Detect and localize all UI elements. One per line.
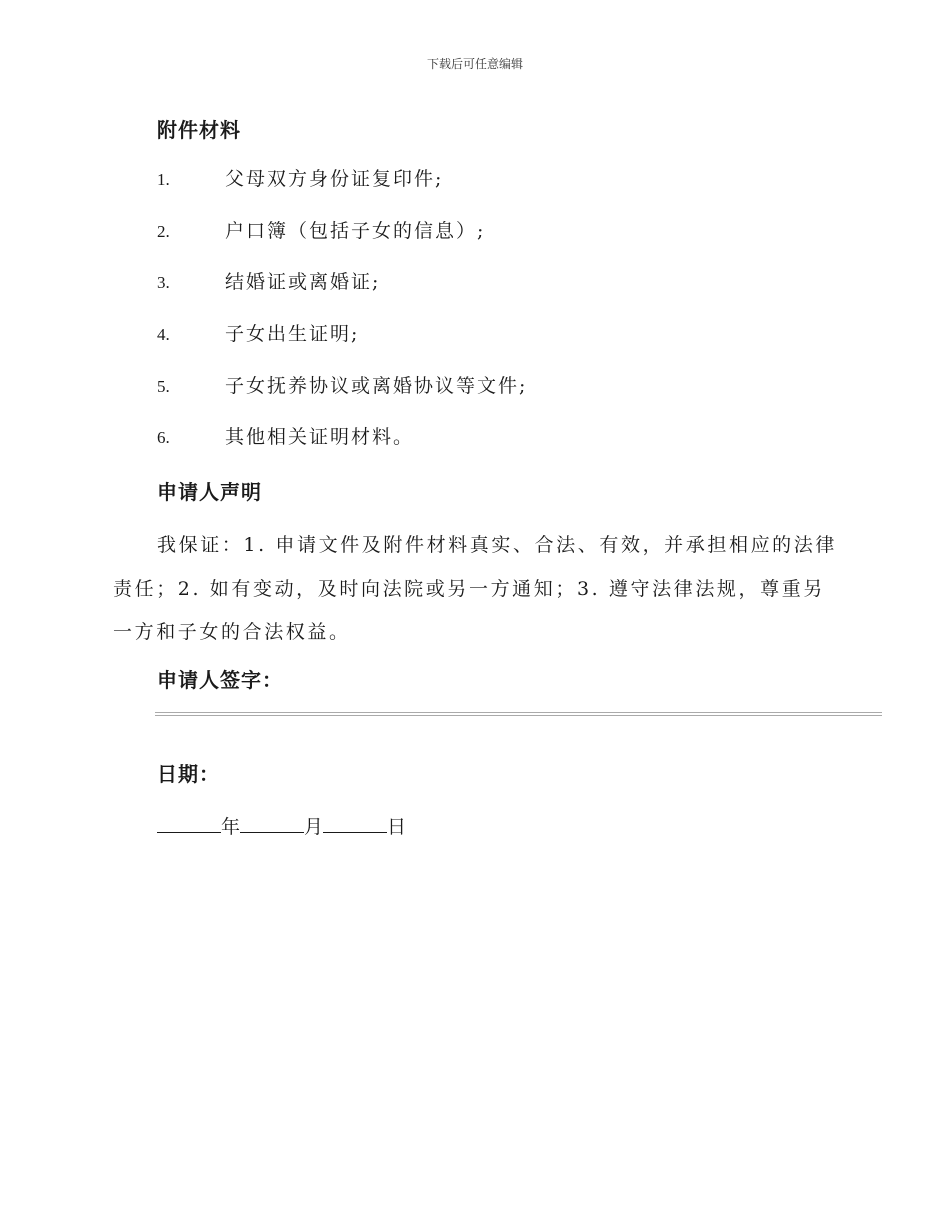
list-item-text: 户口簿（包括子女的信息）; — [225, 220, 486, 242]
list-item — [157, 165, 443, 193]
day-blank[interactable] — [323, 810, 387, 833]
list-item — [157, 423, 414, 451]
signature-label: 申请人签字： — [157, 668, 283, 692]
list-item-number: 4. — [157, 325, 170, 344]
page-header-note: 下载后可任意编辑 — [426, 57, 523, 71]
list-item-text: 父母双方身份证复印件; — [225, 168, 444, 190]
declaration-heading: 申请人声明 — [157, 480, 262, 504]
date-label: 日期： — [157, 762, 220, 786]
list-item — [157, 268, 380, 296]
list-item-text: 子女出生证明; — [225, 323, 360, 345]
year-label: 年 — [221, 816, 241, 838]
list-item-text: 结婚证或离婚证; — [225, 271, 381, 293]
list-item — [157, 372, 527, 400]
list-item-text: 子女抚养协议或离婚协议等文件; — [225, 375, 528, 397]
list-item — [157, 320, 359, 348]
list-item-number: 1. — [157, 170, 170, 189]
list-item-text: 其他相关证明材料。 — [225, 426, 415, 448]
list-item-number: 2. — [157, 222, 170, 241]
list-item-number: 6. — [157, 428, 170, 447]
list-item — [157, 217, 485, 245]
attachments-heading: 附件材料 — [157, 118, 241, 142]
declaration-body: 我保证：1. 申请文件及附件材料真实、合法、有效，并承担相应的法律责任；2. 如有变动，及时向法院或另一方通知；3. 遵守法律法规，尊重另一方和子女的合法权益。 — [113, 534, 837, 643]
date-fill-row — [157, 810, 406, 841]
month-blank[interactable] — [240, 810, 304, 833]
day-label: 日 — [387, 816, 407, 838]
month-label: 月 — [304, 816, 324, 838]
list-item-number: 5. — [157, 377, 170, 396]
signature-line[interactable] — [155, 712, 882, 716]
year-blank[interactable] — [157, 810, 221, 833]
list-item-number: 3. — [157, 273, 170, 292]
